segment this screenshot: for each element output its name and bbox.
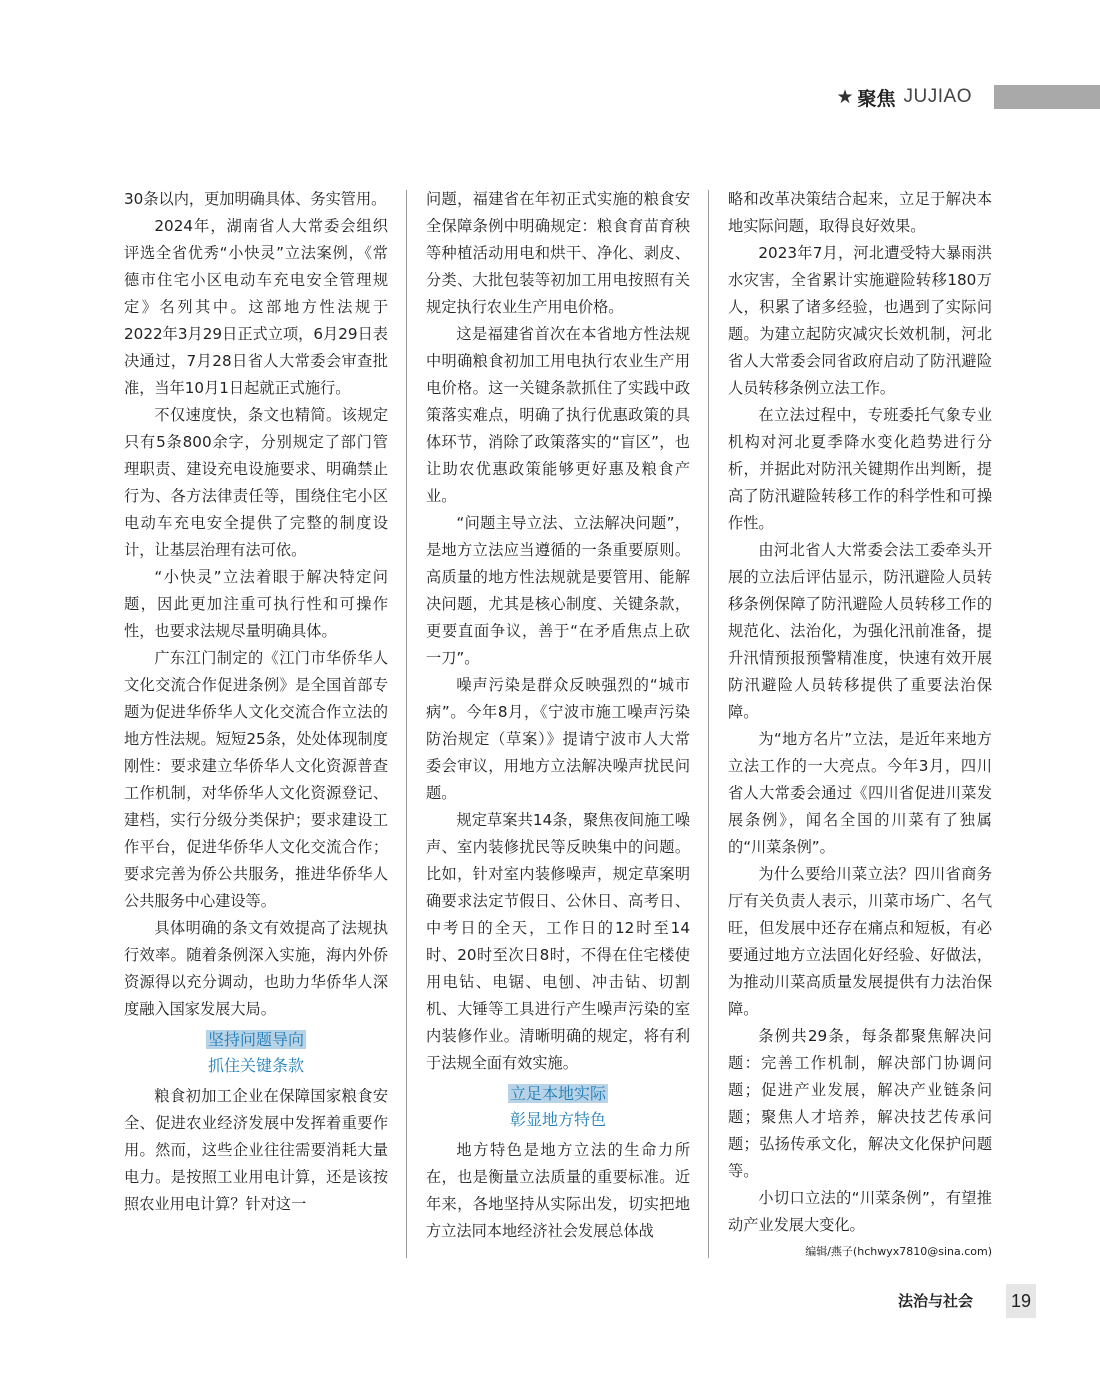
star-icon: ★ [836, 86, 854, 108]
paragraph: “问题主导立法、立法解决问题”，是地方立法应当遵循的一条重要原则。高质量的地方性法规就是要管用、能解决问题，尤其是核心制度、关键条款，更要直面争议，善于“在矛盾焦点上砍一刀”。 [426, 514, 690, 667]
paragraph: 问题，福建省在年初正式实施的粮食安全保障条例中明确规定：粮食育苗育秧等种植活动用电和烘干、净化、剥皮、分类、大批包装等初加工用电按照有关规定执行农业生产用电价格。 [426, 190, 690, 316]
paragraph: 为“地方名片”立法，是近年来地方立法工作的一大亮点。今年3月，四川省人大常委会通过《四川省促进川菜发展条例》，闻名全国的川菜有了独属的“川菜条例”。 [728, 730, 992, 856]
paragraph: 粮食初加工企业在保障国家粮食安全、促进农业经济发展中发挥着重要作用。然而，这些企业往往需要消耗大量电力。是按照工业用电计算，还是该按照农业用电计算？针对这一 [124, 1087, 388, 1213]
section-title-en: JUJIAO [903, 86, 972, 107]
subheading-subtitle: 抓住关键条款 [207, 1056, 304, 1075]
paragraph: 2023年7月，河北遭受特大暴雨洪水灾害，全省累计实施避险转移180万人，积累了诸多经验，也遇到了实际问题。为建立起防灾减灾长效机制，河北省人大常委会同省政府启动了防汛避险人员转移条例立法工作。 [728, 244, 992, 397]
magazine-name: 法治与社会 [898, 1292, 974, 1310]
column-divider [708, 190, 709, 1258]
paragraph: 由河北省人大常委会法工委牵头开展的立法后评估显示，防汛避险人员转移条例保障了防汛避险人员转移工作的规范化、法治化，为强化汛前准备，提升汛情预报预警精准度，快速有效开展防汛避险人员转移提供了重要法治保障。 [728, 541, 992, 721]
paragraph: 这是福建省首次在本省地方性法规中明确粮食初加工用电执行农业生产用电价格。这一关键条款抓住了实践中政策落实难点，明确了执行优惠政策的具体环节，消除了政策落实的“盲区”，也让助农优惠政策能够更好惠及粮食产业。 [426, 325, 690, 505]
paragraph: 规定草案共14条，聚焦夜间施工噪声、室内装修扰民等反映集中的问题。比如，针对室内装修噪声，规定草案明确要求法定节假日、公休日、高考日、中考日的全天，工作日的12时至14时、20时至次日8时，不得在住宅楼使用电钻、电锯、电刨、冲击钻、切割机、大锤等工具进行产生噪声污染的室内装修作业。清晰明确的规定，将有利于法规全面有效实施。 [426, 811, 690, 1072]
subheading-title: 坚持问题导向 [207, 1030, 304, 1049]
subheading [124, 1027, 388, 1079]
paragraph: 30条以内，更加明确具体、务实管用。 [124, 190, 387, 208]
paragraph: 条例共29条，每条都聚焦解决问题：完善工作机制，解决部门协调问题；促进产业发展，解决产业链条问题；聚焦人才培养，解决技艺传承问题；弘扬传承文化，解决文化保护问题等。 [728, 1027, 992, 1180]
subheading-subtitle: 彰显地方特色 [509, 1110, 606, 1129]
paragraph: 广东江门制定的《江门市华侨华人文化交流合作促进条例》是全国首部专题为促进华侨华人文化交流合作立法的地方性法规。短短25条，处处体现制度刚性：要求建立华侨华人文化资源普查工作机制，对华侨华人文化资源登记、建档，实行分级分类保护；要求建设工作平台，促进华侨华人文化交流合作；要求完善为侨公共服务，推进华侨华人公共服务中心建设等。 [124, 649, 388, 910]
column-divider [406, 190, 407, 1258]
paragraph: 为什么要给川菜立法？四川省商务厅有关负责人表示，川菜市场广、名气旺，但发展中还存在痛点和短板，有必要通过地方立法固化好经验、好做法，为推动川菜高质量发展提供有力法治保障。 [728, 865, 992, 1018]
section-title-cn: 聚焦 [857, 87, 896, 110]
paragraph: 不仅速度快，条文也精简。该规定只有5条800余字，分别规定了部门管理职责、建设充电设施要求、明确禁止行为、各方法律责任等，围绕住宅小区电动车充电安全提供了完整的制度设计，让基层治理有法可依。 [124, 406, 388, 559]
editor-credit: 编辑/燕子(hchwyx7810@sina.com) [805, 1245, 992, 1258]
column-2 [426, 186, 690, 1245]
paragraph: 略和改革决策结合起来，立足于解决本地实际问题，取得良好效果。 [728, 190, 992, 235]
subheading-title: 立足本地实际 [509, 1084, 606, 1103]
paragraph: 小切口立法的“川菜条例”，有望推动产业发展大变化。 [728, 1189, 992, 1234]
column-1 [124, 186, 388, 1218]
subheading [426, 1081, 690, 1133]
paragraph: 具体明确的条文有效提高了法规执行效率。随着条例深入实施，海内外侨资源得以充分调动，也助力华侨华人深度融入国家发展大局。 [124, 919, 388, 1018]
column-3 [728, 186, 992, 1263]
paragraph: “小快灵”立法着眼于解决特定问题，因此更加注重可执行性和可操作性，也要求法规尽量明确具体。 [124, 568, 388, 640]
paragraph: 在立法过程中，专班委托气象专业机构对河北夏季降水变化趋势进行分析，并据此对防汛关键期作出判断，提高了防汛避险转移工作的科学性和可操作性。 [728, 406, 992, 532]
header-bar [994, 85, 1100, 109]
page-number: 19 [1006, 1284, 1036, 1318]
paragraph: 地方特色是地方立法的生命力所在，也是衡量立法质量的重要标准。近年来，各地坚持从实际出发，切实把地方立法同本地经济社会发展总体战 [426, 1141, 690, 1240]
section-header [836, 82, 1100, 112]
paragraph: 2024年，湖南省人大常委会组织评选全省优秀“小快灵”立法案例，《常德市住宅小区电动车充电安全管理规定》名列其中。这部地方性法规于2022年3月29日正式立项，6月29日表决通过，7月28日省人大常委会审查批准，当年10月1日起就正式施行。 [124, 217, 388, 397]
paragraph: 噪声污染是群众反映强烈的“城市病”。今年8月，《宁波市施工噪声污染防治规定（草案）》提请宁波市人大常委会审议，用地方立法解决噪声扰民问题。 [426, 676, 690, 802]
